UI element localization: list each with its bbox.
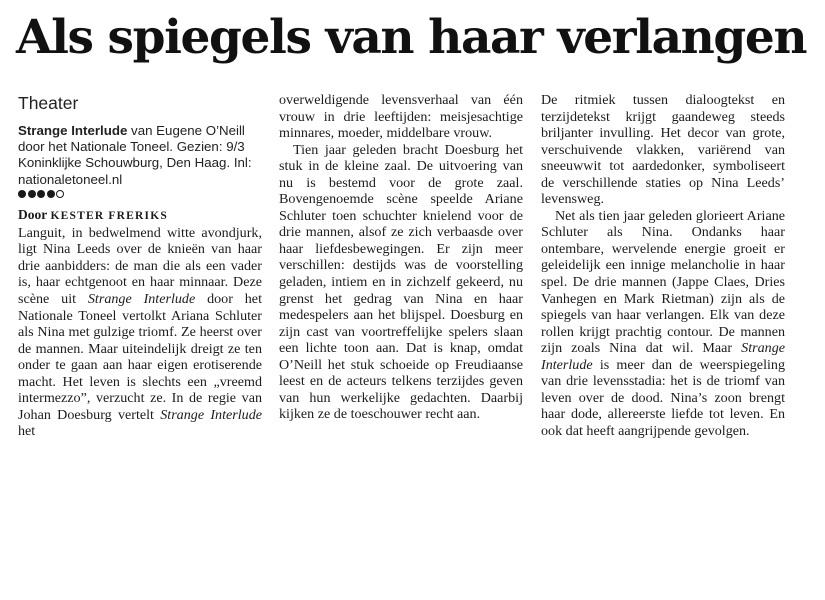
section-label: Theater bbox=[18, 93, 79, 113]
play-title: Strange Interlude bbox=[18, 123, 128, 138]
paragraph-text: Tien jaar geleden bracht Doesburg het stuk in de kleine zaal. De uitvoering van nu is bestemd voor de grote zaal. Bovengenoemde scène speelde Ariane Schluter toen schuchter knielend voor de drie mannen, alsof ze zich verbaasde over haar liefdesbewegingen. Er zijn meer verschillen: destijds was de voorstelling geladen, intiem en in zichzelf gekeerd, nu grenst het gedrag van Nina en haar medespelers aan het blijspel. Doesburg en zijn cast van voortreffelijke spelers slaan een lichte toon aan. Dat is knap, omdat O’Neill het stuk schoeide op Freudiaanse leest en de acteurs telkens terzijdes geven van hun werkelijke gedachten. Daarbij kijken ze de toeschouwer recht aan. bbox=[279, 141, 523, 423]
article-paragraph bbox=[541, 208, 785, 440]
byline bbox=[18, 207, 262, 224]
play-title-italic: Strange Interlude bbox=[87, 291, 196, 307]
paragraph-text: het bbox=[18, 423, 36, 440]
article-column-2 bbox=[279, 92, 523, 423]
article-paragraph bbox=[18, 225, 262, 440]
column-body bbox=[541, 92, 785, 439]
paragraph-text: door het Nationale Toneel vertolkt Ariana Schluter als Nina met gulzige triomf. Ze heerst over de mannen. Maar uiteindelijk dreigt ze ten onder te gaan aan haar eigen erotiserende macht. Het leven is slechts een „vreemd intermezzo”, verzucht ze. In de regie van Johan Doesburg vertelt bbox=[18, 291, 262, 423]
play-title-italic: Strange Interlude bbox=[541, 340, 785, 373]
headline: Als spiegels van haar verlangen bbox=[16, 10, 807, 65]
article-paragraph bbox=[541, 92, 785, 208]
rating-dot-filled bbox=[37, 190, 45, 198]
paragraph-text: is meer dan de weerspiegeling van drie levensstadia: het is de triomf van leven over de dood. Nina’s zoon brengt haar dode, allereerste liefde tot leven. En ook dat heeft aangrijpende gevolgen. bbox=[541, 356, 785, 439]
rating-dot-empty bbox=[56, 190, 64, 198]
paragraph-text: Languit, in bedwelmend witte avondjurk, ligt Nina Leeds over de knieën van haar drie aanbidders: de man die als een vader is, haar echtgenoot en haar minnaar. Deze scène uit bbox=[18, 224, 262, 307]
column-body bbox=[279, 92, 523, 423]
article-paragraph bbox=[279, 92, 523, 142]
paragraph-text: overweldigende levensverhaal van één vrouw in drie leeftijden: meisjesachtige minnares, moeder, middelbare vrouw. bbox=[279, 92, 523, 142]
rating-dot-filled bbox=[18, 190, 26, 198]
rating-dots bbox=[18, 189, 262, 199]
article-column-1 bbox=[18, 92, 262, 440]
article-paragraph bbox=[279, 142, 523, 423]
column-body bbox=[18, 225, 262, 440]
rating-dot-filled bbox=[28, 190, 36, 198]
rating-dot-filled bbox=[47, 190, 55, 198]
paragraph-text: De ritmiek tussen dialoogtekst en terzijdetekst krijgt gaandeweg steeds briljanter invulling. Het decor van grote, verschuivende vlakken, variërend van sneeuwwit tot aardedonker, symboliseert de verschillende staties op Nina Leeds’ levensweg. bbox=[541, 92, 785, 208]
byline-author: KESTER FRERIKS bbox=[50, 209, 168, 222]
article-column-3 bbox=[541, 92, 785, 439]
review-info bbox=[18, 123, 262, 188]
paragraph-text: Net als tien jaar geleden glorieert Ariane Schluter als Nina. Ondanks haar ontembare, wervelende energie groeit er geleidelijk een innige melancholie in haar spel. De drie mannen (Jappe Claes, Dries Vanhegen en Mark Rietman) zijn als de spiegels van haar verlangen. Elk van deze rollen krijgt prachtig contour. De mannen zijn zoals Nina dat wil. Maar bbox=[541, 207, 785, 357]
byline-prefix: Door bbox=[18, 206, 48, 222]
play-title-italic: Strange Interlude bbox=[160, 406, 263, 423]
review-info-details: van Eugene O’Neill door het Nationale Toneel. Gezien: 9/3 Koninklijke Schouwburg, Den Haag. Inl: nationaletoneel.nl bbox=[18, 123, 252, 187]
